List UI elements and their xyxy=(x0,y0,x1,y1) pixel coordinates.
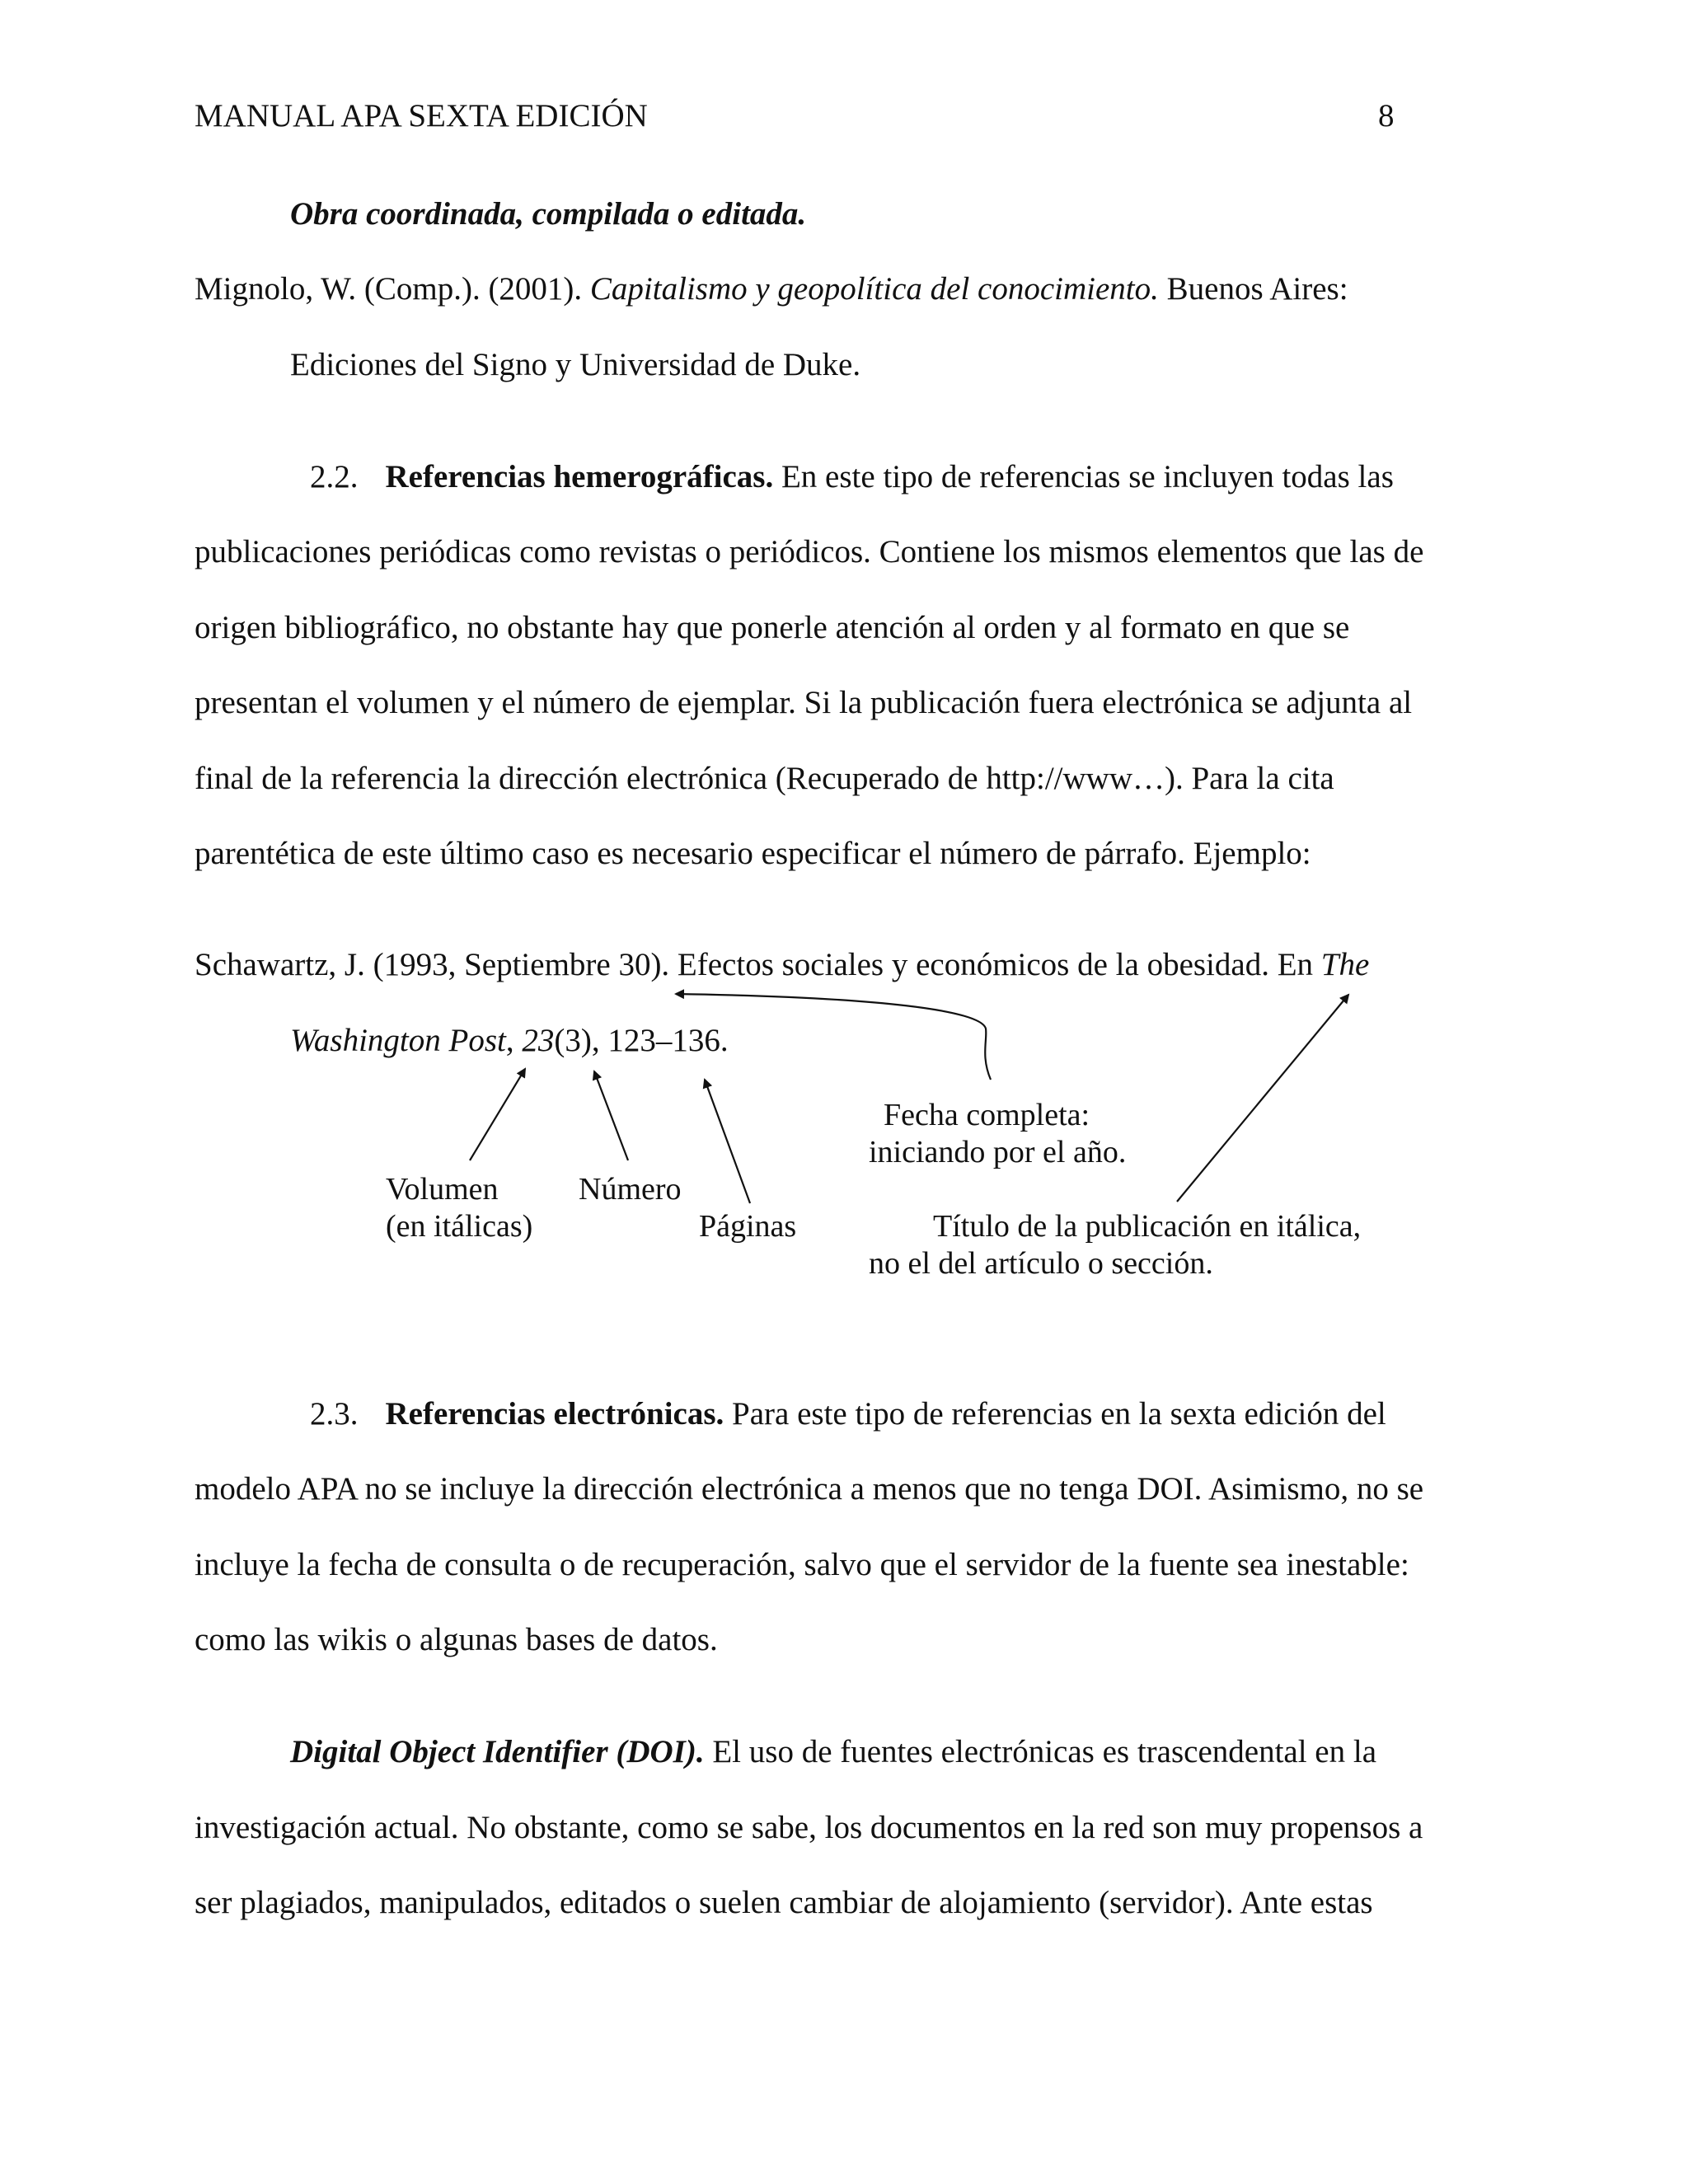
section-2-2-heading: Referencias hemerográficas. xyxy=(385,459,774,494)
example-ref-journal-start: The xyxy=(1320,947,1370,982)
annotation-numero: Número xyxy=(579,1172,682,1207)
section-2-2-line: parentética de este último caso es necesario especificar el número de párrafo. Ejemplo: xyxy=(195,836,1311,871)
arrow-volumen xyxy=(470,1069,525,1160)
annotation-fecha-line-1: Fecha completa: xyxy=(884,1098,1090,1132)
example-ref-journal: Washington Post xyxy=(290,1023,506,1058)
obra-reference-line-2: Ediciones del Signo y Universidad de Duke. xyxy=(290,347,861,382)
page-number: 8 xyxy=(1378,98,1395,134)
annotation-titulo-line-2: no el del artículo o sección. xyxy=(869,1246,1213,1281)
example-ref-text: Schawartz, J. (1993, Septiembre 30). Efectos sociales y económicos de la obesidad. En xyxy=(195,947,1321,982)
doi-heading: Digital Object Identifier (DOI). xyxy=(290,1734,705,1769)
doi-line: ser plagiados, manipulados, editados o suelen cambiar de alojamiento (servidor). Ante estas xyxy=(195,1885,1373,1920)
obra-ref-authors: Mignolo, W. (Comp.). (2001). xyxy=(195,271,590,307)
section-2-2-number: 2.2. xyxy=(310,459,359,494)
running-head: MANUAL APA SEXTA EDICIÓN xyxy=(195,98,648,134)
section-2-2-line: presentan el volumen y el número de ejemplar. Si la publicación fuera electrónica se adjunta al xyxy=(195,685,1413,720)
section-2-3-heading: Referencias electrónicas. xyxy=(385,1396,724,1432)
example-ref-issue-pages: (3), 123–136. xyxy=(554,1023,729,1058)
section-2-3-line: modelo APA no se incluye la dirección electrónica a menos que no tenga DOI. Asimismo, no se xyxy=(195,1471,1424,1507)
section-2-2-line: publicaciones periódicas como revistas o periódicos. Contiene los mismos elementos que las de xyxy=(195,534,1424,569)
section-2-3-text: Para este tipo de referencias en la sexta edición del xyxy=(724,1396,1386,1432)
obra-heading: Obra coordinada, compilada o editada. xyxy=(290,196,807,232)
section-2-2-text: En este tipo de referencias se incluyen todas las xyxy=(773,459,1394,494)
arrow-titulo xyxy=(1177,995,1348,1202)
arrow-fecha xyxy=(676,994,991,1080)
section-2-3-line: como las wikis o algunas bases de datos. xyxy=(195,1622,718,1657)
doi-line: investigación actual. No obstante, como se sabe, los documentos en la red son muy propensos a xyxy=(195,1810,1423,1845)
section-2-3-number: 2.3. xyxy=(310,1396,359,1432)
annotation-volumen-line-1: Volumen xyxy=(386,1172,499,1207)
doi-text: El uso de fuentes electrónicas es trascendental en la xyxy=(704,1734,1377,1769)
section-2-3-line: incluye la fecha de consulta o de recuperación, salvo que el servidor de la fuente sea inestable: xyxy=(195,1547,1409,1582)
arrow-numero xyxy=(594,1071,628,1160)
section-2-3-first-line xyxy=(310,1394,1386,1435)
obra-ref-place: Buenos Aires: xyxy=(1158,271,1348,307)
annotation-paginas: Páginas xyxy=(699,1209,797,1244)
annotation-fecha-line-2: iniciando por el año. xyxy=(869,1135,1127,1169)
doi-first-line xyxy=(290,1732,1376,1773)
example-ref-sep: , xyxy=(505,1023,523,1058)
example-ref-volume: 23 xyxy=(522,1023,555,1058)
annotation-titulo-line-1: Título de la publicación en itálica, xyxy=(933,1209,1362,1244)
section-2-2-line: final de la referencia la dirección electrónica (Recuperado de http://www…). Para la cita xyxy=(195,761,1334,796)
annotation-volumen-line-2: (en itálicas) xyxy=(386,1209,533,1244)
section-2-2-line: origen bibliográfico, no obstante hay que ponerle atención al orden y al formato en que se xyxy=(195,610,1350,645)
arrow-paginas xyxy=(705,1080,750,1203)
obra-ref-title: Capitalismo y geopolítica del conocimiento. xyxy=(589,271,1159,307)
